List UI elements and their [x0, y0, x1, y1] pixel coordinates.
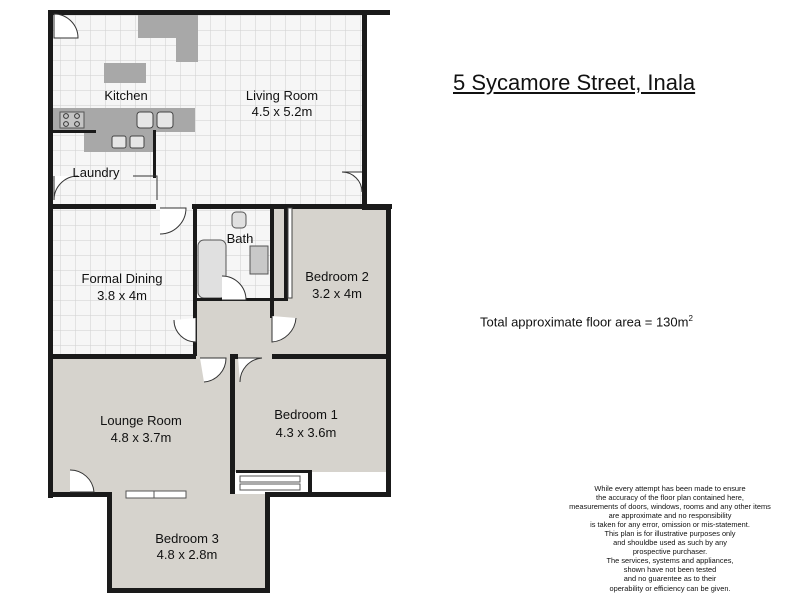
wardrobe-door	[240, 484, 300, 490]
disclaimer-line: are approximate and no responsibility	[608, 511, 732, 521]
wall	[52, 130, 96, 133]
wall	[48, 492, 112, 497]
floor-area-text: Total approximate floor area = 130m	[480, 314, 689, 330]
laundry-tub-icon	[130, 136, 144, 148]
wall	[48, 354, 196, 359]
property-title: 5 Sycamore Street, Inala	[453, 70, 696, 95]
bathtub-icon	[198, 240, 226, 298]
laundry-tub-icon	[112, 136, 126, 148]
wall	[107, 492, 112, 592]
wall	[265, 492, 270, 592]
disclaimer-line: While every attempt has been made to ensure	[594, 484, 746, 493]
room-name-bedroom-1: Bedroom 1	[274, 407, 338, 422]
wall	[266, 492, 391, 497]
room-name-lounge-room: Lounge Room	[100, 413, 182, 428]
sink-icon	[157, 112, 173, 128]
disclaimer-line: shown have not been tested	[623, 565, 717, 575]
room-name-kitchen: Kitchen	[104, 88, 148, 103]
kitchen-overhead-cabinet-drop	[176, 14, 198, 62]
room-name-bedroom-3: Bedroom 3	[155, 531, 219, 546]
room-dims-bedroom-3: 4.8 x 2.8m	[156, 547, 218, 562]
wall	[48, 10, 53, 498]
wall	[153, 130, 156, 178]
floor-area-unit-superscript: 2	[688, 314, 693, 323]
disclaimer-line: is taken for any error, omission or mis-statement.	[590, 520, 750, 530]
wall	[107, 588, 270, 593]
room-name-bath: Bath	[226, 231, 254, 246]
sliding-door	[126, 491, 186, 498]
wall	[230, 356, 235, 494]
toilet-icon	[232, 212, 246, 228]
room-dims-bedroom-2: 3.2 x 4m	[312, 286, 362, 301]
wardrobe	[308, 470, 312, 494]
room-name-living-room: Living Room	[245, 88, 319, 103]
wall	[270, 206, 274, 300]
room-dims-lounge-room: 4.8 x 3.7m	[110, 430, 172, 445]
room-name-formal-dining: Formal Dining	[81, 271, 163, 286]
hall-floor	[195, 300, 273, 356]
wall	[362, 10, 367, 210]
wardrobe	[236, 470, 310, 473]
disclaimer-line: and no guarentee as to their	[623, 574, 717, 584]
wardrobe-door	[240, 476, 300, 482]
disclaimer-line: and shouldbe used as such by any	[613, 538, 727, 548]
wall	[386, 205, 391, 495]
wardrobe	[288, 208, 292, 298]
vanity-icon	[250, 246, 268, 274]
wall	[272, 354, 390, 359]
laundry-fixtures	[84, 132, 156, 152]
wall	[270, 300, 274, 318]
disclaimer-line: operability or efficiency can be given.	[609, 583, 731, 593]
wall	[48, 204, 156, 209]
disclaimer-line: This plan is for illustrative purposes only	[604, 529, 736, 539]
wall	[48, 10, 390, 15]
room-dims-living-room: 4.5 x 5.2m	[251, 104, 313, 119]
room-dims-bedroom-1: 4.3 x 3.6m	[275, 425, 337, 440]
room-name-bedroom-2: Bedroom 2	[305, 269, 369, 284]
floor-area-label	[480, 314, 693, 329]
room-name-laundry: Laundry	[72, 165, 120, 180]
sink-icon	[137, 112, 153, 128]
room-dims-formal-dining: 3.8 x 4m	[97, 288, 147, 303]
kitchen-island	[104, 63, 146, 83]
disclaimer-line: the accuracy of the floor plan contained here,	[596, 493, 744, 503]
disclaimer-line: prospective purchaser.	[632, 547, 708, 557]
disclaimer-line: The services, systems and appliances,	[606, 556, 734, 566]
disclaimer	[552, 484, 788, 593]
wall	[284, 206, 288, 300]
disclaimer-line: measurements of doors, windows, rooms and any other items	[569, 502, 771, 512]
